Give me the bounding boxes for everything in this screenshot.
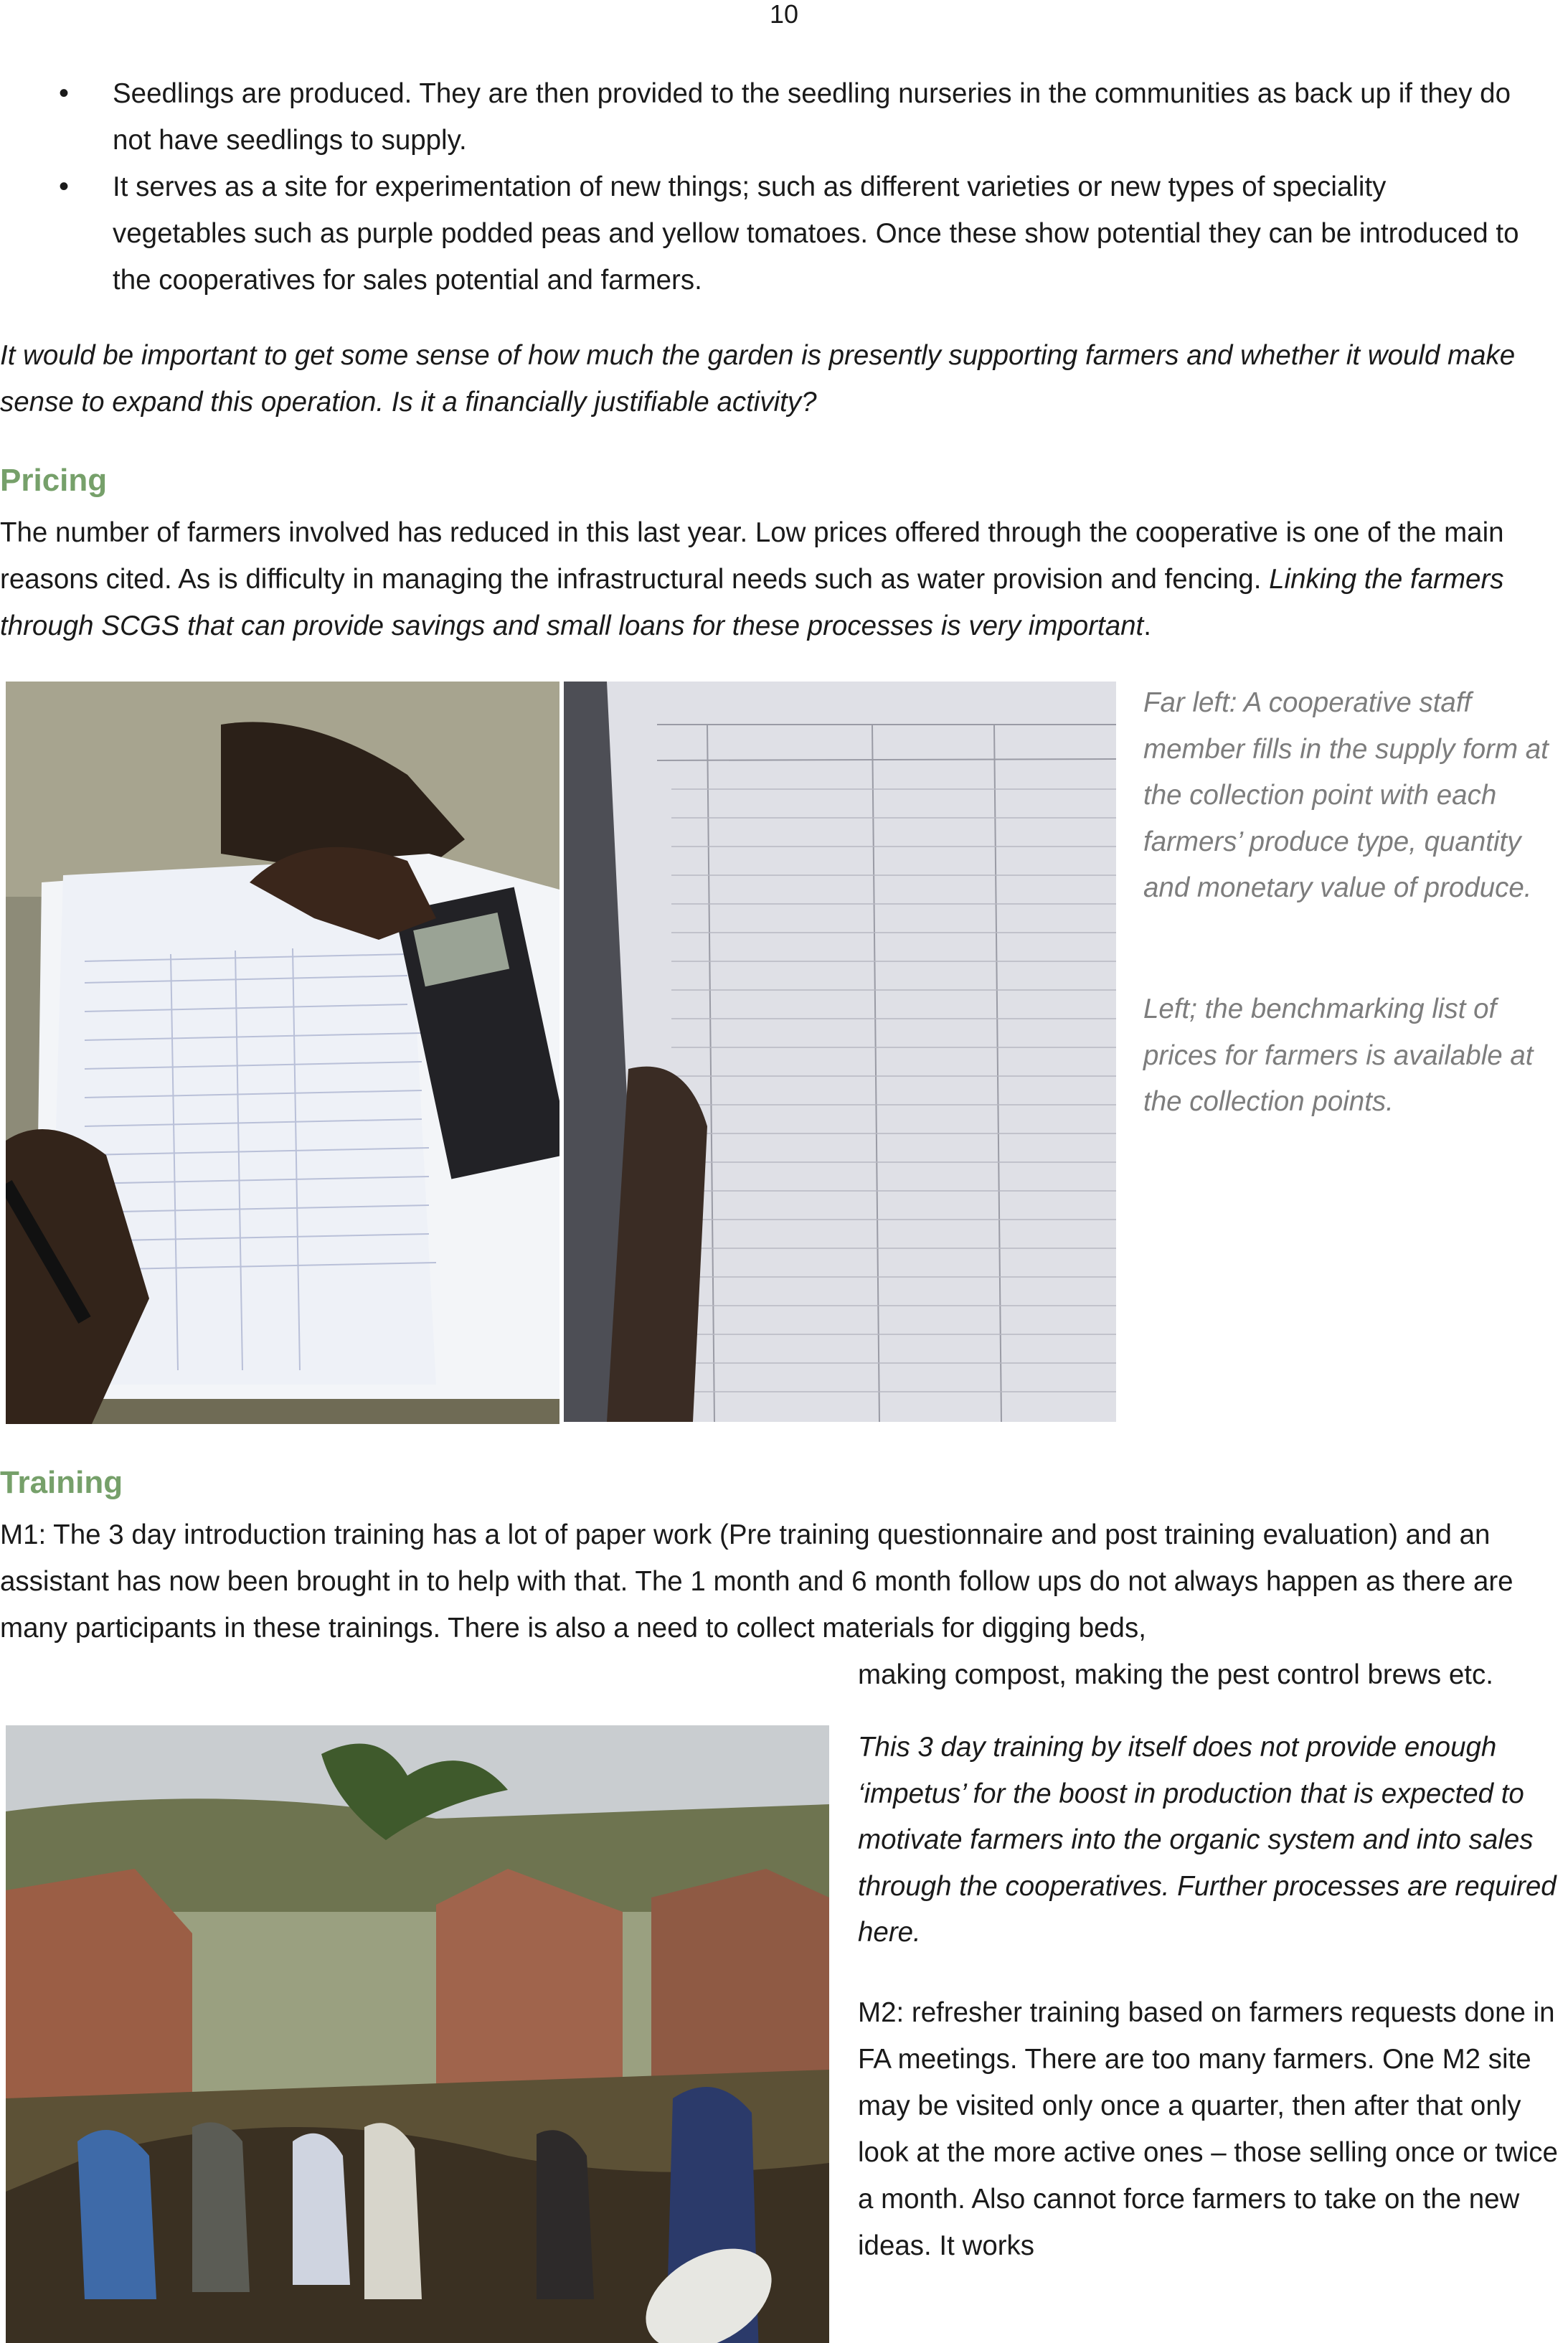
bullet-item — [0, 70, 1568, 164]
pricing-body-text: The number of farmers involved has reduced in this last year. Low prices offered through the cooperative is one of the main reasons cited. As is difficulty in managing the infrastructural needs such as water provision and fencing. — [0, 517, 1504, 595]
training-italic-note: This 3 day training by itself does not provide enough ‘impetus’ for the boost in production that is expected to motivate farmers into the organic system and into sales through the cooperatives. Further processes are required here. — [858, 1732, 1557, 1948]
training-m1-paragraph: M1: The 3 day introduction training has a lot of paper work (Pre training questionnaire and post training evaluation) and an assistant has now been brought in to help with that. The 1 month and 6 month follow ups do not always happen as there are many participants in these trainings. There is also a need to collect materials for digging beds, — [0, 1519, 1513, 1644]
bullet-item — [0, 164, 1568, 303]
price-list-photo — [564, 682, 1116, 1422]
training-m1-continued: making compost, making the pest control brews etc. — [858, 1659, 1493, 1690]
bullet-icon: • — [59, 77, 70, 109]
bullet-list — [0, 70, 1568, 303]
training-m2-paragraph: M2: refresher training based on farmers requests done in FA meetings. There are too many farmers. One M2 site may be visited only once a quarter, then after that only look at the more active ones – those selling once or twice a month. Also cannot force farmers to take on the new ideas. It works — [858, 1997, 1558, 2261]
pricing-heading: Pricing — [0, 463, 108, 498]
photo-caption-far-left: Far left: A cooperative staff member fills in the supply form at the collection point with each farmers’ produce type, quantity and monetary value of produce. — [1143, 687, 1549, 903]
bullet-icon: • — [59, 171, 70, 202]
bullet-text: It serves as a site for experimentation of new things; such as different varieties or new types of speciality vegetables such as purple podded peas and yellow tomatoes. Once these show potential they can be introduced to the cooperatives for sales potential and farmers. — [113, 171, 1519, 296]
bullet-text: Seedlings are produced. They are then provided to the seedling nurseries in the communities as back up if they do not have seedlings to supply. — [113, 78, 1511, 156]
intro-italic-paragraph: It would be important to get some sense of how much the garden is presently supporting farmers and whether it would make sense to expand this operation. Is it a financially justifiable activity? — [0, 340, 1516, 418]
supply-form-photo — [6, 682, 559, 1424]
training-heading: Training — [0, 1465, 123, 1500]
pricing-paragraph — [0, 509, 1557, 649]
training-group-photo — [6, 1725, 829, 2343]
pricing-end-text: . — [1143, 610, 1151, 641]
pricing-italic-text: Linking the farmers through SCGS that can provide savings and small loans for these processes is very important — [0, 564, 1504, 641]
page-number: 10 — [769, 0, 799, 29]
photo-caption-left: Left; the benchmarking list of prices for farmers is available at the collection points. — [1143, 994, 1534, 1117]
